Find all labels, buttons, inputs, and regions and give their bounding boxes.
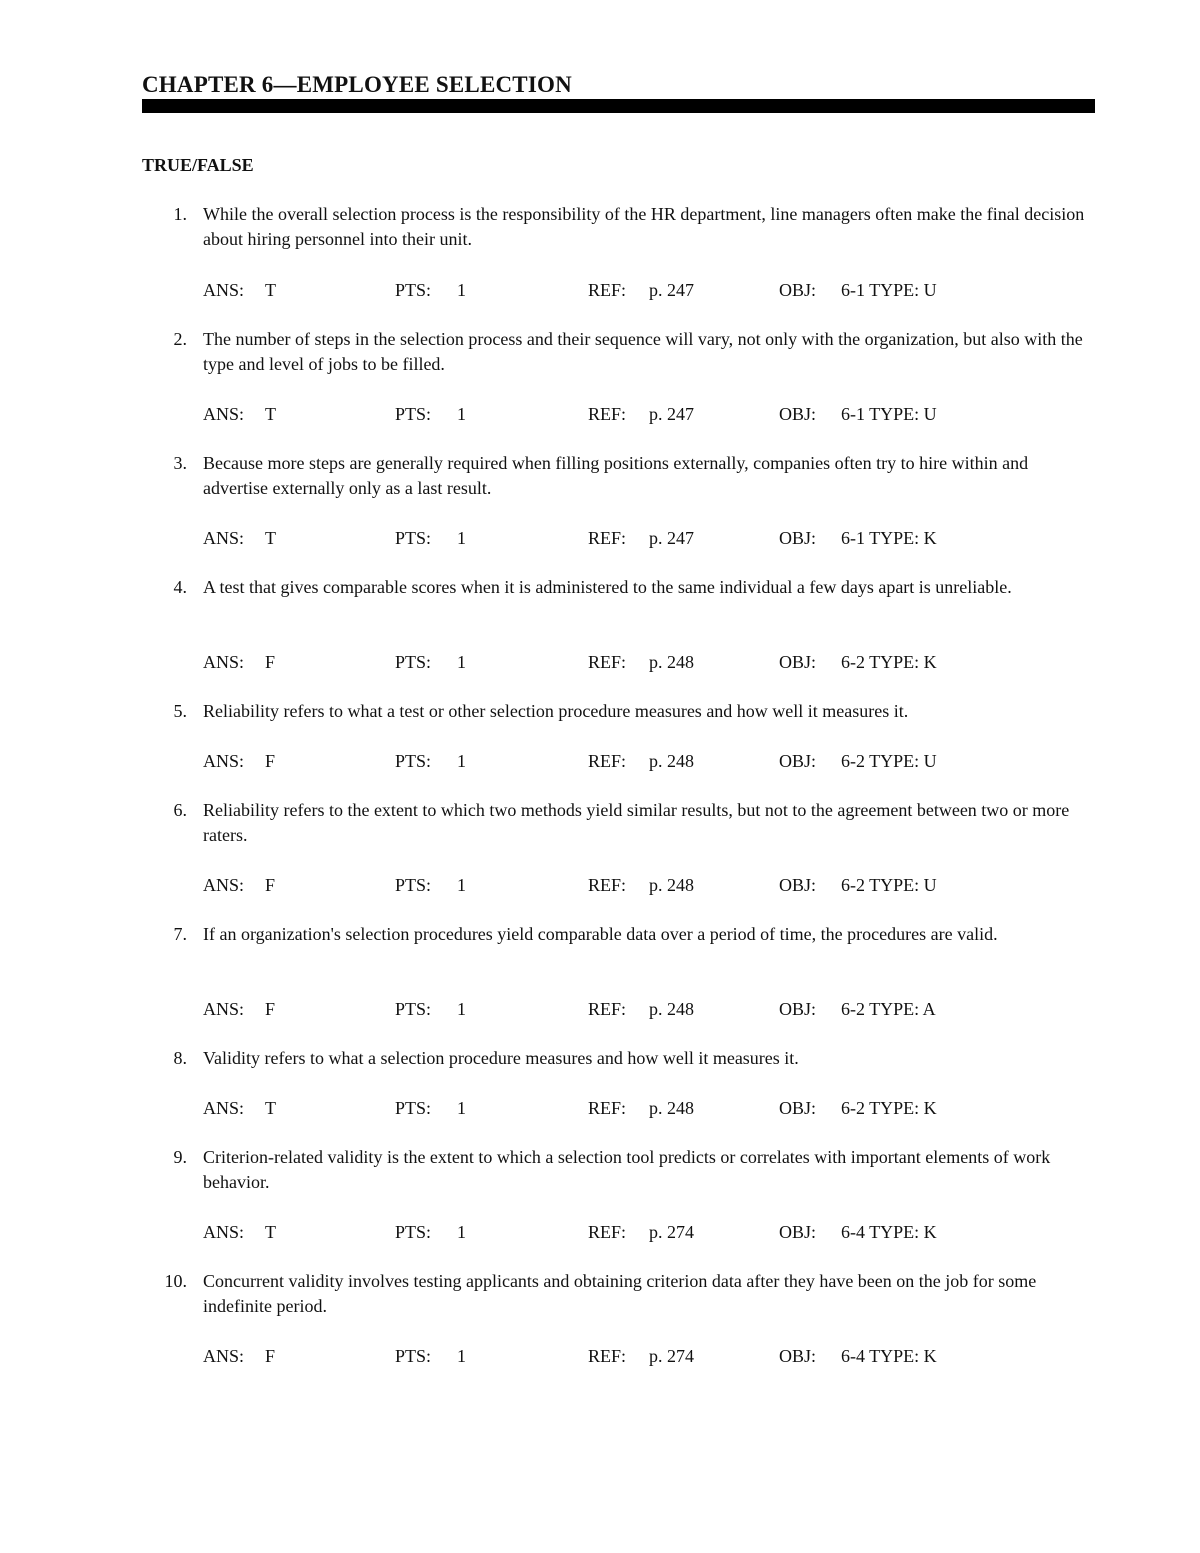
chapter-title: CHAPTER 6—EMPLOYEE SELECTION — [142, 72, 572, 97]
question-number: 4. — [173, 577, 187, 597]
ans-label: ANS: — [203, 652, 245, 672]
pts-value: 1 — [457, 404, 466, 424]
obj-value: 6-2 TYPE: K — [841, 652, 937, 672]
ref-value: p. 274 — [649, 1346, 694, 1366]
ans-label: ANS: — [203, 528, 245, 548]
obj-value: 6-2 TYPE: K — [841, 1098, 937, 1118]
ref-label: REF: — [588, 404, 627, 424]
pts-label: PTS: — [395, 999, 432, 1019]
ref-value: p. 247 — [649, 404, 694, 424]
obj-value: 6-1 TYPE: K — [841, 528, 937, 548]
ans-value: F — [265, 1346, 276, 1366]
question-number: 3. — [173, 453, 187, 473]
pts-value: 1 — [457, 1222, 466, 1242]
ref-value: p. 248 — [649, 999, 694, 1019]
question-text: Reliability refers to what a test or other selection procedure measures and how well it measures it. — [203, 701, 909, 721]
question-number: 9. — [173, 1147, 187, 1167]
ref-value: p. 248 — [649, 875, 694, 895]
obj-value: 6-2 TYPE: U — [841, 751, 937, 771]
pts-value: 1 — [457, 1346, 466, 1366]
question-text: Criterion-related validity is the extent to which a selection tool predicts or correlates with important elements of work behavior. — [203, 1147, 1051, 1192]
ref-label: REF: — [588, 999, 627, 1019]
obj-label: OBJ: — [779, 652, 817, 672]
ref-value: p. 248 — [649, 652, 694, 672]
ref-value: p. 248 — [649, 1098, 694, 1118]
ref-label: REF: — [588, 1098, 627, 1118]
ref-label: REF: — [588, 875, 627, 895]
ans-value: F — [265, 751, 276, 771]
question-number: 10. — [164, 1271, 187, 1291]
question-number: 6. — [173, 800, 187, 820]
pts-label: PTS: — [395, 280, 432, 300]
ans-value: T — [265, 280, 276, 300]
ans-label: ANS: — [203, 1222, 245, 1242]
ref-value: p. 247 — [649, 528, 694, 548]
obj-value: 6-2 TYPE: U — [841, 875, 937, 895]
question-number: 8. — [173, 1048, 187, 1068]
obj-label: OBJ: — [779, 999, 817, 1019]
question-text: Reliability refers to the extent to which two methods yield similar results, but not to the agreement between two or more raters. — [203, 800, 1070, 845]
question-text: Validity refers to what a selection procedure measures and how well it measures it. — [203, 1048, 799, 1068]
obj-label: OBJ: — [779, 875, 817, 895]
obj-label: OBJ: — [779, 1346, 817, 1366]
ans-label: ANS: — [203, 999, 245, 1019]
ref-label: REF: — [588, 1222, 627, 1242]
ref-value: p. 274 — [649, 1222, 694, 1242]
pts-value: 1 — [457, 652, 466, 672]
pts-value: 1 — [457, 875, 466, 895]
obj-value: 6-4 TYPE: K — [841, 1222, 937, 1242]
ref-value: p. 248 — [649, 751, 694, 771]
ans-label: ANS: — [203, 875, 245, 895]
obj-label: OBJ: — [779, 1098, 817, 1118]
pts-label: PTS: — [395, 404, 432, 424]
ref-label: REF: — [588, 652, 627, 672]
ans-label: ANS: — [203, 1098, 245, 1118]
obj-label: OBJ: — [779, 404, 817, 424]
pts-label: PTS: — [395, 1222, 432, 1242]
question-number: 7. — [173, 924, 187, 944]
pts-label: PTS: — [395, 875, 432, 895]
ans-label: ANS: — [203, 404, 245, 424]
obj-value: 6-1 TYPE: U — [841, 280, 937, 300]
question-number: 2. — [173, 329, 187, 349]
pts-label: PTS: — [395, 1346, 432, 1366]
obj-label: OBJ: — [779, 751, 817, 771]
ref-label: REF: — [588, 528, 627, 548]
pts-value: 1 — [457, 1098, 466, 1118]
obj-label: OBJ: — [779, 280, 817, 300]
question-text: Because more steps are generally required when filling positions externally, companies often try to hire within and advertise externally only as a last result. — [203, 453, 1029, 498]
pts-label: PTS: — [395, 751, 432, 771]
question-text: A test that gives comparable scores when it is administered to the same individual a few days apart is unreliable. — [203, 577, 1012, 597]
question-number: 1. — [173, 204, 187, 224]
ref-value: p. 247 — [649, 280, 694, 300]
ans-value: F — [265, 875, 276, 895]
pts-value: 1 — [457, 751, 466, 771]
ans-value: F — [265, 652, 276, 672]
ans-value: T — [265, 404, 276, 424]
question-text: While the overall selection process is the responsibility of the HR department, line managers often make the final decision about hiring personnel into their unit. — [203, 204, 1085, 249]
pts-value: 1 — [457, 999, 466, 1019]
ans-label: ANS: — [203, 280, 245, 300]
pts-value: 1 — [457, 528, 466, 548]
ans-value: T — [265, 1222, 276, 1242]
pts-label: PTS: — [395, 528, 432, 548]
section-title: TRUE/FALSE — [142, 155, 254, 175]
pts-label: PTS: — [395, 1098, 432, 1118]
pts-value: 1 — [457, 280, 466, 300]
ref-label: REF: — [588, 1346, 627, 1366]
ans-value: T — [265, 1098, 276, 1118]
ans-value: T — [265, 528, 276, 548]
question-text: Concurrent validity involves testing applicants and obtaining criterion data after they have been on the job for some indefinite period. — [203, 1271, 1037, 1316]
ans-label: ANS: — [203, 1346, 245, 1366]
ref-label: REF: — [588, 751, 627, 771]
ans-label: ANS: — [203, 751, 245, 771]
obj-value: 6-4 TYPE: K — [841, 1346, 937, 1366]
obj-value: 6-2 TYPE: A — [841, 999, 936, 1019]
question-number: 5. — [173, 701, 187, 721]
ref-label: REF: — [588, 280, 627, 300]
ans-value: F — [265, 999, 276, 1019]
pts-label: PTS: — [395, 652, 432, 672]
obj-value: 6-1 TYPE: U — [841, 404, 937, 424]
question-text: If an organization's selection procedures yield comparable data over a period of time, the procedures are valid. — [203, 924, 998, 944]
obj-label: OBJ: — [779, 1222, 817, 1242]
question-text: The number of steps in the selection process and their sequence will vary, not only with the organization, but also with the type and level of jobs to be filled. — [203, 329, 1083, 374]
obj-label: OBJ: — [779, 528, 817, 548]
